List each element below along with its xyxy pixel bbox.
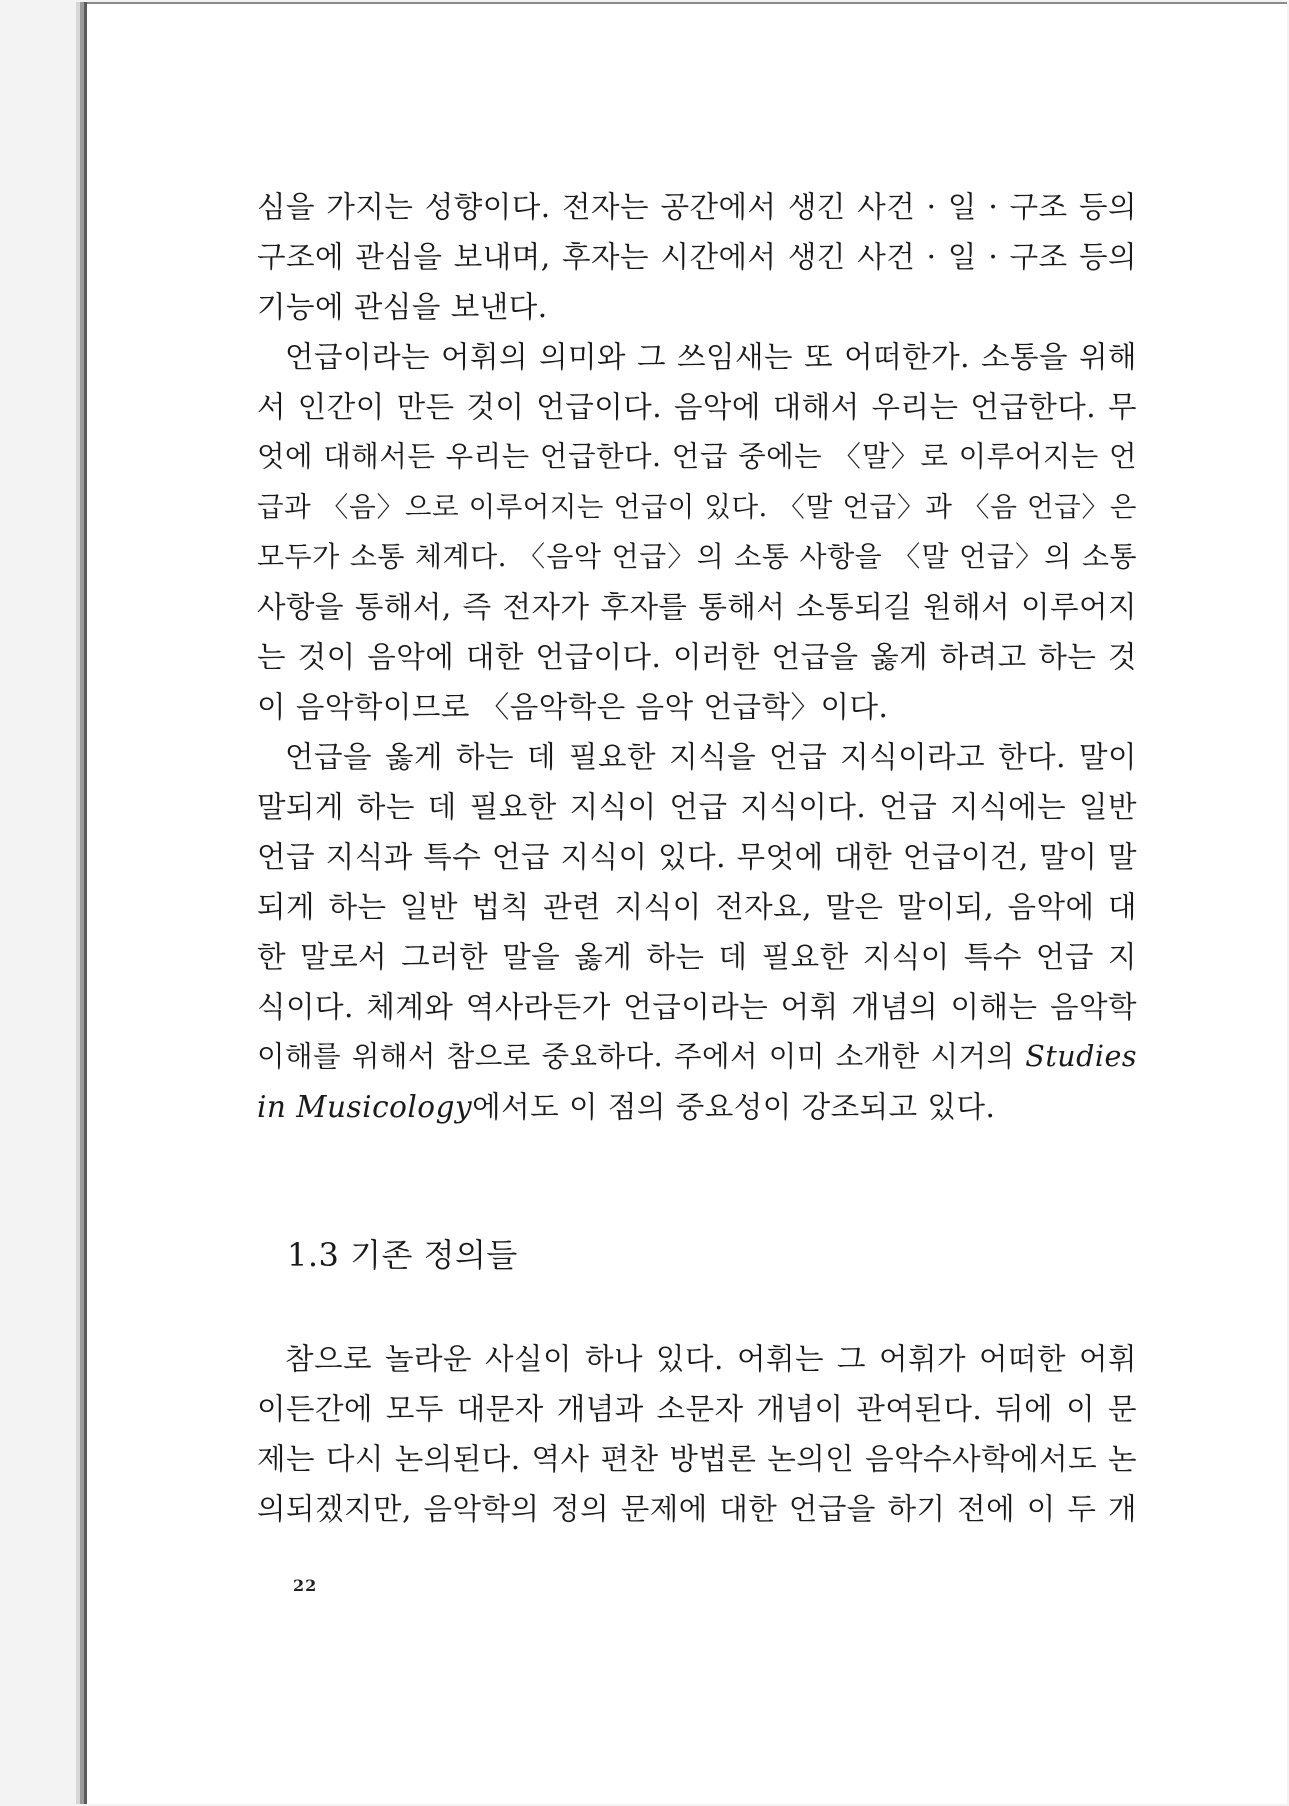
text-line: 언급이라는 어휘의 의미와 그 쓰임새는 또 어떠한가. 소통을 위해 xyxy=(285,340,1137,374)
book-page xyxy=(84,2,1287,1804)
text-line: 언급 지식과 특수 언급 지식이 있다. 무엇에 대한 언급이건, 말이 말 xyxy=(257,840,1137,874)
text-line: 이 음악학이므로 〈음악학은 음악 언급학〉이다. xyxy=(257,690,889,724)
italic-title: in Musicology xyxy=(257,1090,473,1124)
text-line: 엇에 대해서든 우리는 언급한다. 언급 중에는 〈말〉로 이루어지는 언 xyxy=(257,440,1137,473)
page-top-edge xyxy=(87,2,1287,4)
text-line: 구조에 관심을 보내며, 후자는 시간에서 생긴 사건 · 일 · 구조 등의 xyxy=(257,240,1137,274)
text-line: 사항을 통해서, 즉 전자가 후자를 통해서 소통되길 원해서 이루어지 xyxy=(257,590,1137,624)
text-line: 언급을 옳게 하는 데 필요한 지식을 언급 지식이라고 한다. 말이 xyxy=(285,740,1137,774)
text-line xyxy=(257,1032,1137,1082)
section-body-text xyxy=(257,1334,1137,1534)
paragraph-2 xyxy=(257,332,1137,732)
text-line xyxy=(257,1082,1137,1132)
text-line: 급과 〈음〉으로 이루어지는 언급이 있다. 〈말 언급〉과 〈음 언급〉은 xyxy=(257,491,1137,523)
text-line: 서 인간이 만든 것이 언급이다. 음악에 대해서 우리는 언급한다. 무 xyxy=(257,390,1137,424)
paragraph-1 xyxy=(257,182,1137,332)
text-segment: 이해를 위해서 참으로 중요하다. 주에서 이미 소개한 시거의 xyxy=(257,1040,1015,1073)
paragraph-3 xyxy=(257,732,1137,1132)
page-number: 22 xyxy=(293,1576,318,1595)
text-line: 되게 하는 일반 법칙 관련 지식이 전자요, 말은 말이되, 음악에 대 xyxy=(257,890,1137,924)
text-line: 한 말로서 그러한 말을 옳게 하는 데 필요한 지식이 특수 언급 지 xyxy=(257,940,1137,974)
text-line: 모두가 소통 체계다. 〈음악 언급〉의 소통 사항을 〈말 언급〉의 소통 xyxy=(257,540,1137,573)
text-line: 제는 다시 논의된다. 역사 편찬 방법론 논의인 음악수사학에서도 논 xyxy=(257,1442,1137,1476)
text-line: 식이다. 체계와 역사라든가 언급이라는 어휘 개념의 이해는 음악학 xyxy=(257,990,1137,1024)
section-heading: 1.3 기존 정의들 xyxy=(287,1236,518,1274)
body-text xyxy=(257,182,1137,1132)
text-line: 말되게 하는 데 필요한 지식이 언급 지식이다. 언급 지식에는 일반 xyxy=(257,790,1137,824)
text-line: 이든간에 모두 대문자 개념과 소문자 개념이 관여된다. 뒤에 이 문 xyxy=(257,1392,1137,1426)
text-line: 는 것이 음악에 대한 언급이다. 이러한 언급을 옳게 하려고 하는 것 xyxy=(257,640,1137,674)
italic-title: Studies xyxy=(1025,1040,1137,1073)
text-line: 참으로 놀라운 사실이 하나 있다. 어휘는 그 어휘가 어떠한 어휘 xyxy=(285,1342,1137,1376)
text-line: 의되겠지만, 음악학의 정의 문제에 대한 언급을 하기 전에 이 두 개 xyxy=(257,1492,1137,1526)
paragraph-4 xyxy=(257,1334,1137,1534)
text-line: 심을 가지는 성향이다. 전자는 공간에서 생긴 사건 · 일 · 구조 등의 xyxy=(257,190,1137,224)
text-segment: 에서도 이 점의 중요성이 강조되고 있다. xyxy=(472,1090,996,1124)
text-line: 기능에 관심을 보낸다. xyxy=(257,290,548,324)
